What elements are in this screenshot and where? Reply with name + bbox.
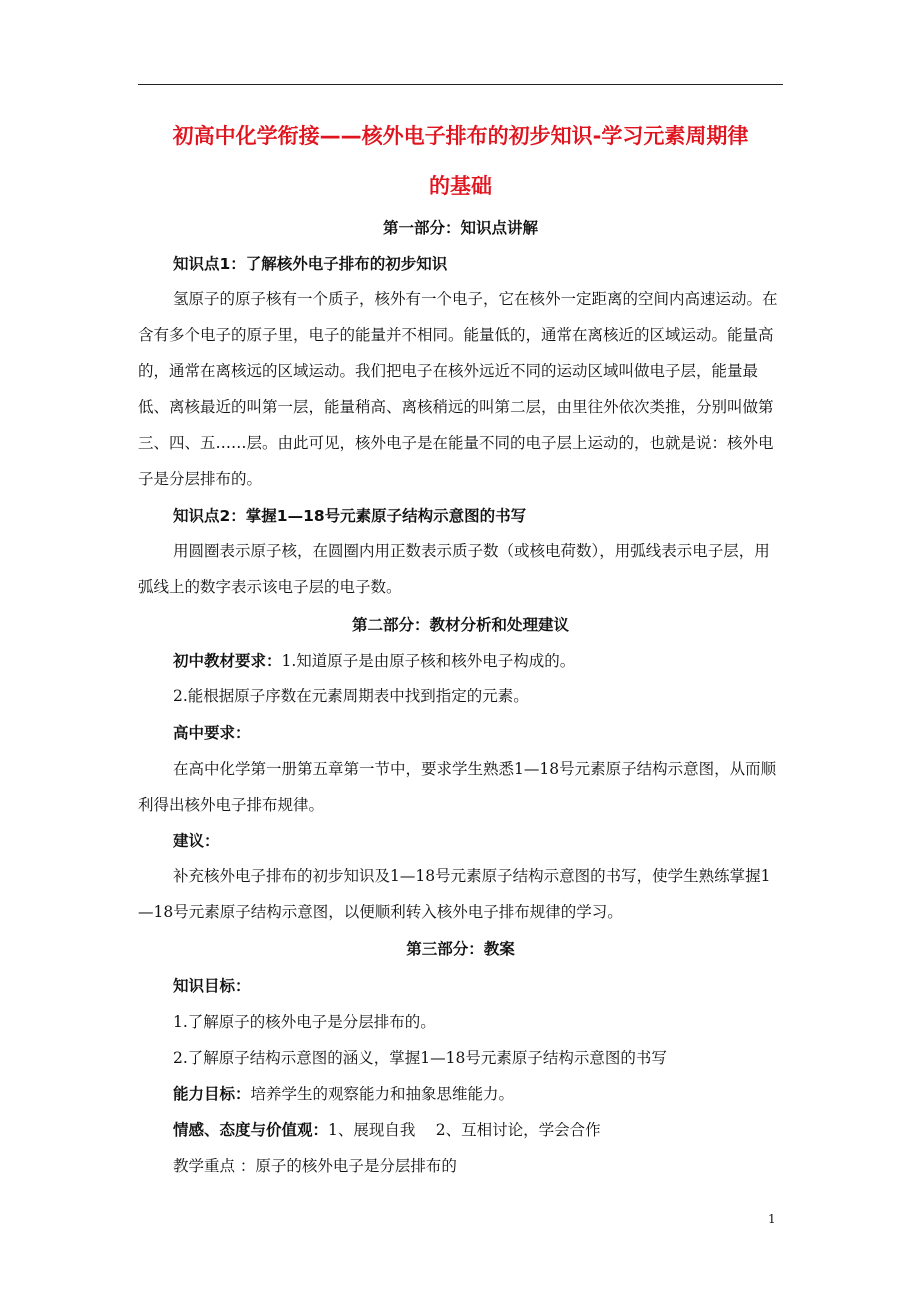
ability-goal [138, 1084, 783, 1104]
kp2-heading: 知识点2：掌握1—18号元素原子结构示意图的书写 [173, 507, 527, 525]
ability-label: 能力目标： [173, 1085, 251, 1103]
kp2-text: 用圆圈表示原子核，在圆圈内用正数表示质子数（或核电荷数），用弧线表示电子层，用弧线上的数字表示该电子层的电子数。 [138, 542, 770, 596]
senior-label: 高中要求： [173, 724, 251, 742]
senior-text: 在高中化学第一册第五章第一节中，要求学生熟悉1—18号元素原子结构示意图，从而顺利得出核外电子排布规律。 [138, 760, 777, 814]
part1-heading: 第一部分：知识点讲解 [382, 219, 538, 237]
part2-heading: 第二部分：教材分析和处理建议 [351, 616, 569, 634]
ability-text: 培养学生的观察能力和抽象思维能力。 [250, 1085, 515, 1103]
page-number: 1 [768, 1212, 776, 1226]
suggest-text: 补充核外电子排布的初步知识及1—18号元素原子结构示意图的书写，使学生熟练掌握1—18号元素原子结构示意图，以便顺利转入核外电子排布规律的学习。 [138, 867, 771, 921]
kp1-paragraph [138, 281, 783, 497]
junior-label: 初中教材要求： [173, 652, 282, 670]
junior-item2: 2.能根据原子序数在元素周期表中找到指定的元素。 [173, 687, 529, 705]
junior-item1: 1.知道原子是由原子核和核外电子构成的。 [281, 652, 576, 670]
emotion-text: 1、展现自我 2、互相讨论，学会合作 [328, 1121, 601, 1139]
header-rule [138, 84, 783, 85]
kp1-text: 氢原子的原子核有一个质子，核外有一个电子，它在核外一定距离的空间内高速运动。在含有多个电子的原子里，电子的能量并不相同。能量低的，通常在离核近的区域运动。能量高的，通常在离核远的区域运动。我们把电子在核外远近不同的运动区域叫做电子层，能量最低、离核最近的叫第一层，能量稍高、离核稍远的叫第二层，由里往外依次类推，分别叫做第三、四、五……层。由此可见，核外电子是在能量不同的电子层上运动的，也就是说：核外电子是分层排布的。 [138, 290, 778, 488]
junior-requirement [138, 651, 783, 671]
goal-item2: 2.了解原子结构示意图的涵义，掌握1—18号元素原子结构示意图的书写 [173, 1049, 667, 1067]
kp2-paragraph [138, 533, 783, 605]
emotion-goal [138, 1120, 783, 1140]
kp1-heading: 知识点1：了解核外电子排布的初步知识 [173, 255, 448, 273]
knowledge-goal-label: 知识目标： [173, 977, 251, 995]
goal-item1: 1.了解原子的核外电子是分层排布的。 [173, 1013, 436, 1031]
suggest-label: 建议： [173, 832, 220, 850]
suggest-paragraph [138, 858, 783, 930]
document-title-line2: 的基础 [429, 174, 492, 198]
senior-paragraph [138, 751, 783, 823]
part3-heading: 第三部分：教案 [406, 940, 515, 958]
document-title-line1: 初高中化学衔接——核外电子排布的初步知识-学习元素周期律 [172, 124, 749, 148]
emotion-label: 情感、态度与价值观： [173, 1121, 329, 1139]
key-point: 教学重点 ：原子的核外电子是分层排布的 [173, 1157, 457, 1175]
